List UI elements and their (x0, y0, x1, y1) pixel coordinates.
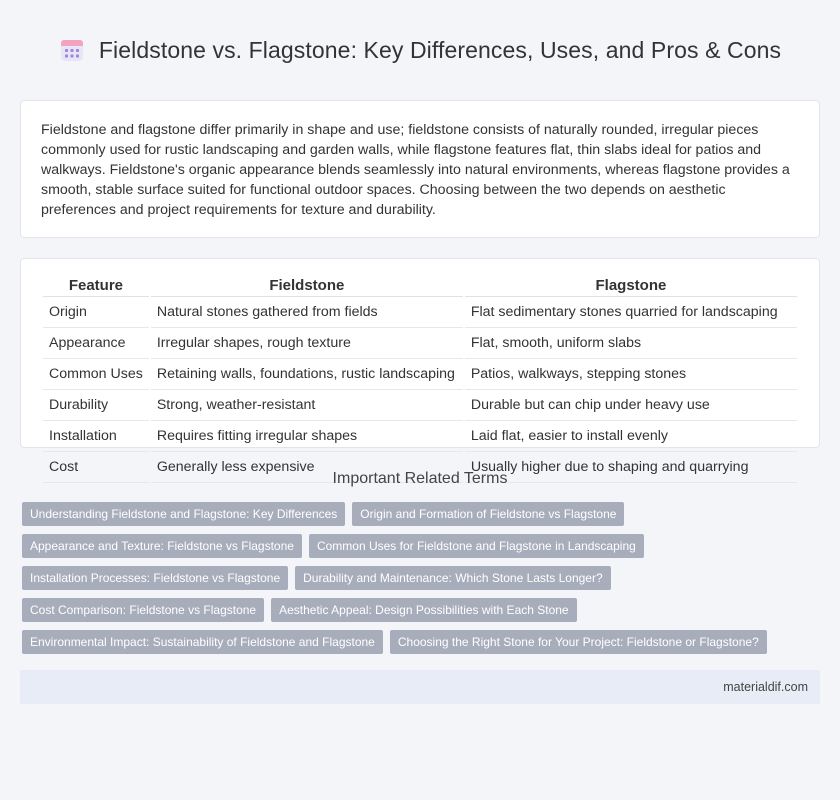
table-cell: Cost (43, 452, 149, 483)
intro-paragraph: Fieldstone and flagstone differ primarily in shape and use; fieldstone consists of naturally rounded, irregular pieces commonly used for rustic landscaping and garden walls, while flagstone features flat, thin slabs ideal for patios and walkways. Fieldstone's organic appearance blends seamlessly into natural environments, whereas flagstone provides a smooth, stable surface suited for functional outdoor spaces. Choosing between the two depends on aesthetic preferences and project requirements for texture and durability. (41, 122, 790, 218)
related-term-tag[interactable]: Aesthetic Appeal: Design Possibilities with Each Stone (271, 598, 577, 622)
comparison-table-card (20, 258, 820, 475)
comparison-table (41, 275, 799, 483)
table-row (43, 359, 797, 390)
related-term-tag[interactable]: Choosing the Right Stone for Your Project: Fieldstone or Flagstone? (390, 630, 767, 654)
intro-card (20, 100, 820, 238)
related-term-tag[interactable]: Cost Comparison: Fieldstone vs Flagstone (22, 598, 264, 622)
page-footer (20, 670, 820, 704)
table-cell: Durability (43, 390, 149, 421)
related-terms-title: Important Related Terms (332, 470, 508, 487)
table-cell: Irregular shapes, rough texture (151, 328, 463, 359)
table-cell: Appearance (43, 328, 149, 359)
table-row (43, 421, 797, 452)
related-term-tag[interactable]: Understanding Fieldstone and Flagstone: Key Differences (22, 502, 345, 526)
table-header-row (43, 275, 797, 297)
table-cell: Strong, weather-resistant (151, 390, 463, 421)
related-term-tag[interactable]: Installation Processes: Fieldstone vs Flagstone (22, 566, 288, 590)
related-term-tag[interactable]: Common Uses for Fieldstone and Flagstone in Landscaping (309, 534, 644, 558)
table-cell: Usually higher due to shaping and quarrying (465, 452, 797, 483)
table-cell: Origin (43, 297, 149, 328)
table-cell: Flat, smooth, uniform slabs (465, 328, 797, 359)
table-cell: Retaining walls, foundations, rustic landscaping (151, 359, 463, 390)
related-term-tag[interactable]: Origin and Formation of Fieldstone vs Flagstone (352, 502, 624, 526)
table-row (43, 297, 797, 328)
table-cell: Requires fitting irregular shapes (151, 421, 463, 452)
table-row (43, 390, 797, 421)
column-header-fieldstone: Fieldstone (151, 275, 463, 297)
related-terms-list (22, 502, 782, 654)
column-header-feature: Feature (43, 275, 149, 297)
table-cell: Installation (43, 421, 149, 452)
table-cell: Natural stones gathered from fields (151, 297, 463, 328)
footer-site-link[interactable]: materialdif.com (723, 680, 808, 694)
related-term-tag[interactable]: Appearance and Texture: Fieldstone vs Flagstone (22, 534, 302, 558)
table-cell: Flat sedimentary stones quarried for landscaping (465, 297, 797, 328)
related-term-tag[interactable]: Durability and Maintenance: Which Stone Lasts Longer? (295, 566, 611, 590)
table-cell: Laid flat, easier to install evenly (465, 421, 797, 452)
related-term-tag[interactable]: Environmental Impact: Sustainability of Fieldstone and Flagstone (22, 630, 383, 654)
table-row (43, 328, 797, 359)
table-cell: Patios, walkways, stepping stones (465, 359, 797, 390)
page-title: Fieldstone vs. Flagstone: Key Differences, Uses, and Pros & Cons (98, 36, 782, 63)
table-cell: Common Uses (43, 359, 149, 390)
page-header (0, 0, 840, 100)
table-cell: Generally less expensive (151, 452, 463, 483)
table-cell: Durable but can chip under heavy use (465, 390, 797, 421)
calendar-grid-icon (59, 37, 85, 63)
column-header-flagstone: Flagstone (465, 275, 797, 297)
